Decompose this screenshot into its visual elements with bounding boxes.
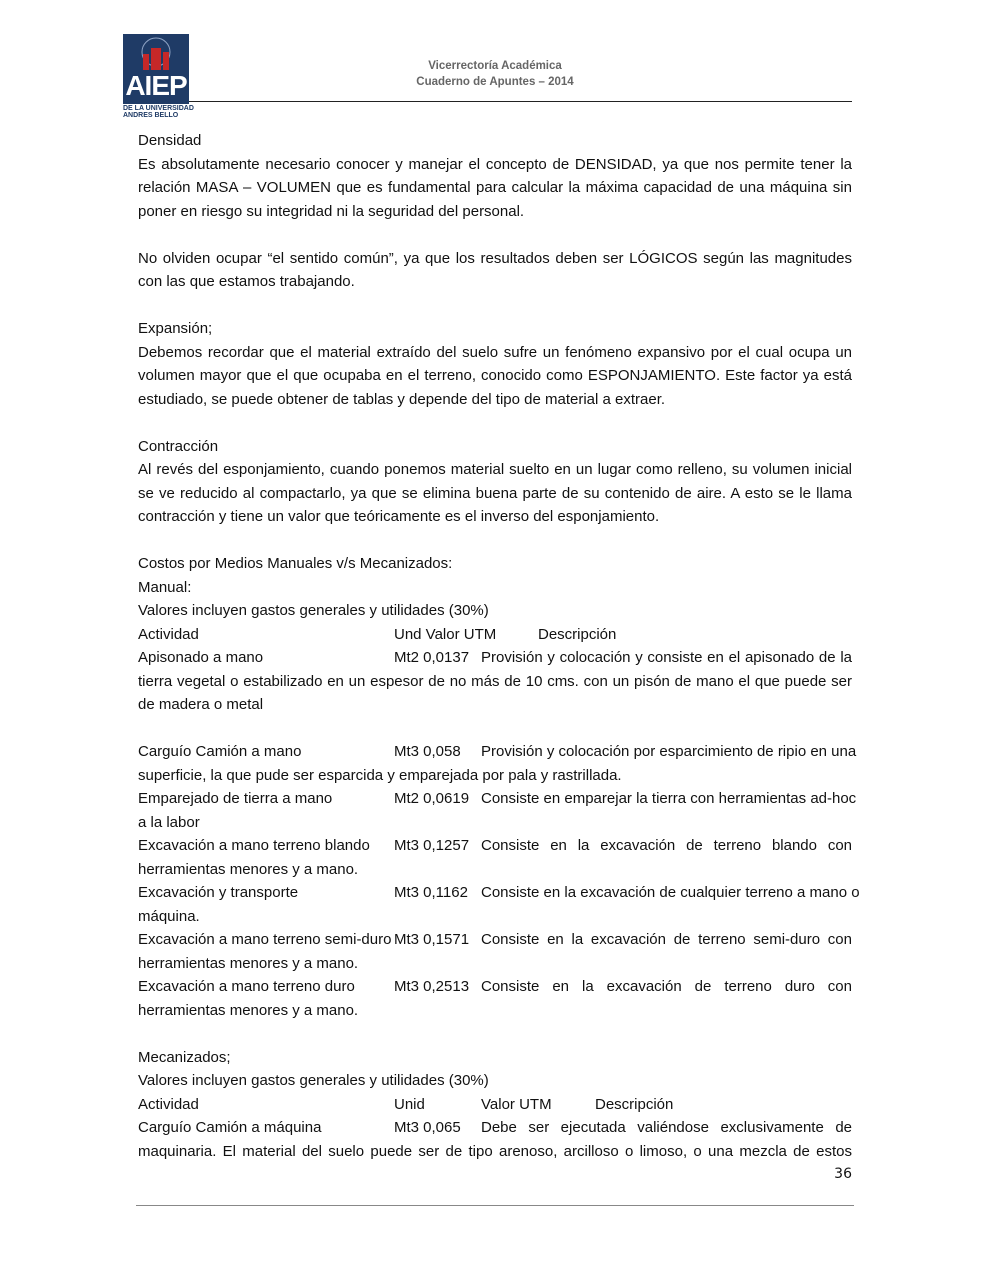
row-actividad: Excavación a mano terreno duro (138, 978, 355, 995)
table-row (138, 646, 852, 670)
document-body (138, 129, 860, 1163)
row-unit-value: Mt3 0,058 (394, 743, 461, 760)
row-actividad: Excavación a mano terreno blando (138, 837, 370, 854)
table-row (138, 740, 857, 764)
header-valor-utm: Valor UTM (481, 1095, 552, 1113)
row-description-continued: a la labor (138, 813, 200, 831)
logo-text: AIEP (125, 70, 187, 101)
densidad-paragraph: Es absolutamente necesario conocer y manejar el concepto de DENSIDAD, ya que nos permite tener la relación MASA – VOLUMEN que es fundamental para calcular la máxima capacidad de una máquina sin poner en riesgo su integridad ni la seguridad del personal. (138, 155, 852, 220)
row-description-continued: tierra vegetal o estabilizado en un espesor de no más de 10 cms. con un pisón de mano el que puede ser de madera o metal (138, 672, 852, 713)
table-row (138, 834, 852, 858)
mecanizados-heading: Mecanizados; (138, 1048, 231, 1066)
logo-subtitle-2: ANDRES BELLO (123, 112, 179, 119)
row-description: Provisión y colocación y consiste en el apisonado de la (481, 649, 852, 666)
row-actividad: Carguío Camión a mano (138, 743, 302, 760)
expansion-paragraph: Debemos recordar que el material extraído del suelo sufre un fenómeno expansivo por el cual ocupa un volumen mayor que el que ocupaba en el terreno, conocido como ESPONJAMIENTO. Este factor ya está estudiado, se puede obtener de tablas y depende del tipo de material a extraer. (138, 343, 852, 408)
row-actividad: Apisonado a mano (138, 649, 264, 666)
manual-table-header (138, 623, 852, 647)
row-description-continued: herramientas menores y a mano. (138, 1001, 359, 1019)
row-description-continued: herramientas menores y a mano. (138, 954, 359, 972)
page-number: 36 (834, 1166, 852, 1182)
mecanizados-note: Valores incluyen gastos generales y utilidades (30%) (138, 1072, 489, 1089)
row-unit-value: Mt3 0,065 (394, 1119, 461, 1136)
contraccion-heading: Contracción (138, 437, 219, 455)
densidad-heading: Densidad (138, 132, 202, 149)
logo-building-icon (123, 34, 189, 74)
manual-table (138, 646, 860, 1022)
mec-table-header (138, 1093, 852, 1117)
row-unit-value: Mt3 0,1571 (394, 931, 470, 948)
logo-subtitle-1: DE LA UNIVERSIDAD (123, 105, 194, 112)
row-description-continued: herramientas menores y a mano. (138, 860, 359, 878)
row-description-continued: superficie, la que pude ser esparcida y emparejada por pala y rastrillada. (138, 766, 622, 784)
logo-emblem (123, 34, 189, 104)
table-row (138, 881, 860, 905)
page-header (330, 58, 660, 90)
manual-heading: Manual: (138, 578, 192, 596)
table-row (138, 975, 852, 999)
row-description-continued: maquinaria. El material del suelo puede ser de tipo arenoso, arcilloso o limoso, o una mezcla de estos (138, 1142, 852, 1160)
contraccion-paragraph: Al revés del esponjamiento, cuando ponemos material suelto en un lugar como relleno, su volumen inicial se ve reducido al compactarlo, ya que se elimina buena parte de su contenido de aire. A esto se le llama contracción y tiene un valor que teóricamente es el inverso del esponjamiento. (138, 461, 852, 525)
header-actividad: Actividad (138, 1095, 199, 1113)
row-description: Provisión y colocación por esparcimiento de ripio en una (481, 743, 857, 760)
header-und-valor: Und Valor UTM (394, 625, 497, 643)
row-description: Consiste en emparejar la tierra con herramientas ad-hoc (481, 790, 857, 807)
manual-note: Valores incluyen gastos generales y utilidades (30%) (138, 602, 489, 619)
header-actividad: Actividad (138, 625, 199, 643)
header-line-2: Cuaderno de Apuntes – 2014 (416, 76, 574, 88)
header-line-1: Vicerrectoría Académica (428, 60, 562, 72)
table-row (138, 1116, 852, 1140)
row-unit-value: Mt3 0,1257 (394, 837, 470, 854)
row-unit-value: Mt2 0,0137 (394, 649, 470, 666)
table-row (138, 787, 857, 811)
row-description: Consiste en la excavación de terreno semi-duro con (481, 931, 852, 948)
row-actividad: Excavación y transporte (138, 884, 299, 901)
row-unit-value: Mt3 0,2513 (394, 978, 470, 995)
footer-divider (136, 1205, 854, 1206)
row-description: Debe ser ejecutada valiéndose exclusivamente de (481, 1119, 852, 1136)
table-row (138, 928, 852, 952)
header-descripcion: Descripción (595, 1095, 674, 1113)
aiep-logo (123, 34, 194, 120)
row-description: Consiste en la excavación de terreno blando con (481, 837, 852, 854)
row-unit-value: Mt2 0,0619 (394, 790, 470, 807)
row-actividad: Emparejado de tierra a mano (138, 790, 333, 807)
header-divider (189, 101, 852, 102)
row-description: Consiste en la excavación de terreno duro con (481, 978, 852, 995)
row-description-continued: máquina. (138, 907, 200, 925)
row-unit-value: Mt3 0,1162 (394, 884, 468, 901)
row-actividad: Carguío Camión a máquina (138, 1119, 322, 1136)
sentido-comun-paragraph: No olviden ocupar “el sentido común”, ya que los resultados deben ser LÓGICOS según las magnitudes con las que estamos trabajando. (138, 249, 852, 290)
expansion-heading: Expansión; (138, 320, 213, 337)
header-descripcion: Descripción (538, 625, 617, 643)
header-unid: Unid (394, 1095, 425, 1113)
costos-heading: Costos por Medios Manuales v/s Mecanizados: (138, 555, 453, 572)
row-actividad: Excavación a mano terreno semi-duro (138, 931, 392, 948)
row-description: Consiste en la excavación de cualquier terreno a mano o (481, 884, 860, 901)
